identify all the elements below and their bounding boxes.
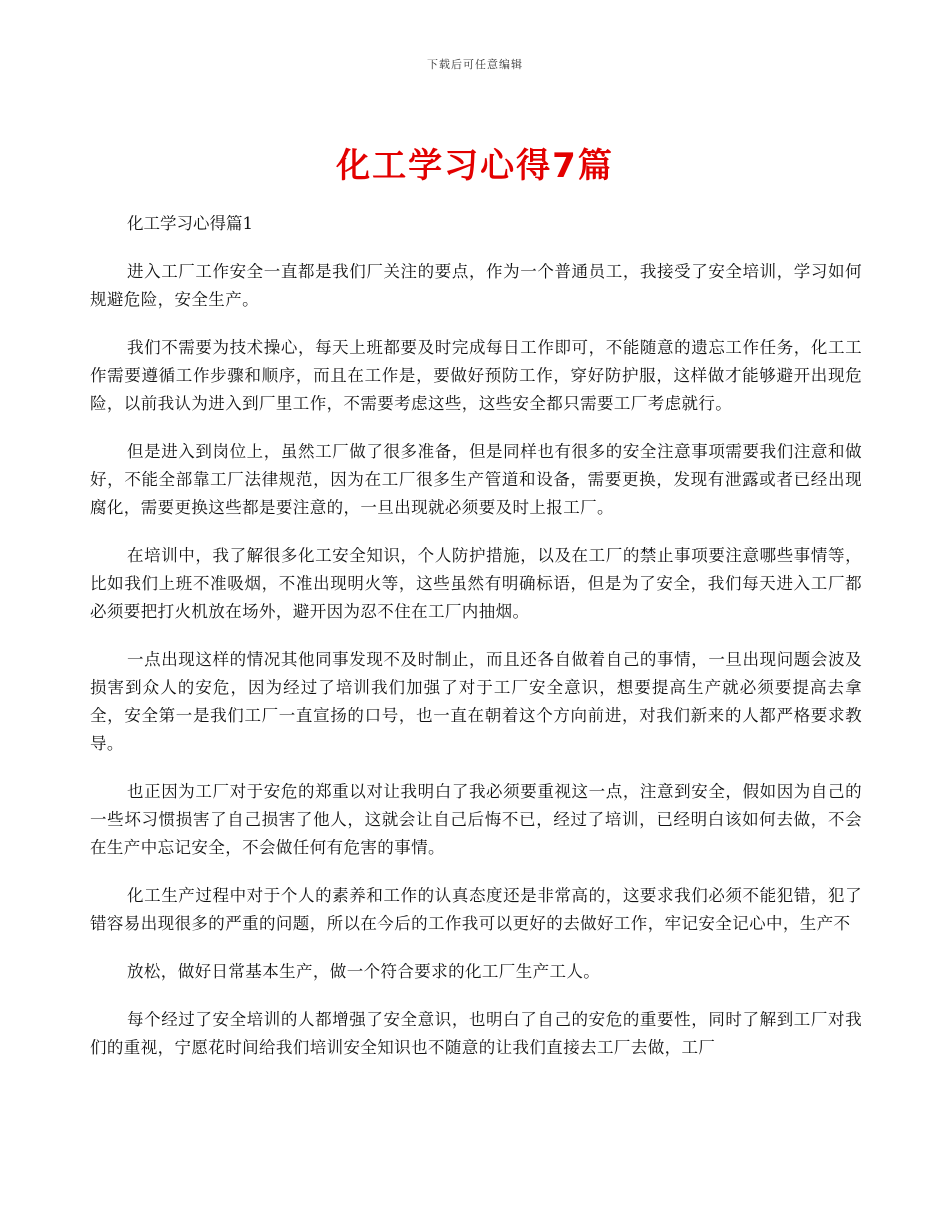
paragraph-2: 我们不需要为技术操心，每天上班都要及时完成每日工作即可，不能随意的遗忘工作任务，化工工作需要遵循工作步骤和顺序，而且在工作是，要做好预防工作，穿好防护服，这样做才能够避开出现危险，以前我认为进入到厂里工作，不需要考虑这些，这些安全都只需要工厂考虑就行。 [90, 338, 862, 413]
section-heading: 化工学习心得篇1 [127, 214, 253, 233]
header-note: 下载后可任意编辑 [427, 58, 523, 71]
paragraph-9: 每个经过了安全培训的人都增强了安全意识，也明白了自己的安危的重要性，同时了解到工厂对我们的重视，宁愿花时间给我们培训安全知识也不随意的让我们直接去工厂去做，工厂 [90, 1010, 862, 1057]
paragraph-8: 放松，做好日常基本生产，做一个符合要求的化工厂生产工人。 [127, 962, 601, 981]
paragraph-5: 一点出现这样的情况其他同事发现不及时制止，而且还各自做着自己的事情，一旦出现问题会波及损害到众人的安危，因为经过了培训我们加强了对于工厂安全意识，想要提高生产就必须要提高去拿全，安全第一是我们工厂一直宣扬的口号，也一直在朝着这个方向前进，对我们新来的人都严格要求教导。 [90, 650, 862, 753]
paragraph-3: 但是进入到岗位上，虽然工厂做了很多准备，但是同样也有很多的安全注意事项需要我们注意和做好，不能全部靠工厂法律规范，因为在工厂很多生产管道和设备，需要更换，发现有泄露或者已经出现腐化，需要更换这些都是要注意的，一旦出现就必须要及时上报工厂。 [90, 442, 862, 517]
document-title: 化工学习心得7篇 [336, 146, 614, 186]
paragraph-1: 进入工厂工作安全一直都是我们厂关注的要点，作为一个普通员工，我接受了安全培训，学习如何规避危险，安全生产。 [90, 262, 862, 309]
paragraph-6: 也正因为工厂对于安危的郑重以对让我明白了我必须要重视这一点，注意到安全，假如因为自己的一些坏习惯损害了自己损害了他人，这就会让自己后悔不已，经过了培训，已经明白该如何去做，不会在生产中忘记安全，不会做任何有危害的事情。 [90, 782, 862, 857]
paragraph-7: 化工生产过程中对于个人的素养和工作的认真态度还是非常高的，这要求我们必须不能犯错，犯了错容易出现很多的严重的问题，所以在今后的工作我可以更好的去做好工作，牢记安全记心中，生产不 [90, 886, 862, 933]
document-body [90, 210, 862, 1082]
paragraph-4: 在培训中，我了解很多化工安全知识，个人防护措施，以及在工厂的禁止事项要注意哪些事情等，比如我们上班不准吸烟，不准出现明火等，这些虽然有明确标语，但是为了安全，我们每天进入工厂都必须要把打火机放在场外，避开因为忍不住在工厂内抽烟。 [90, 546, 862, 621]
